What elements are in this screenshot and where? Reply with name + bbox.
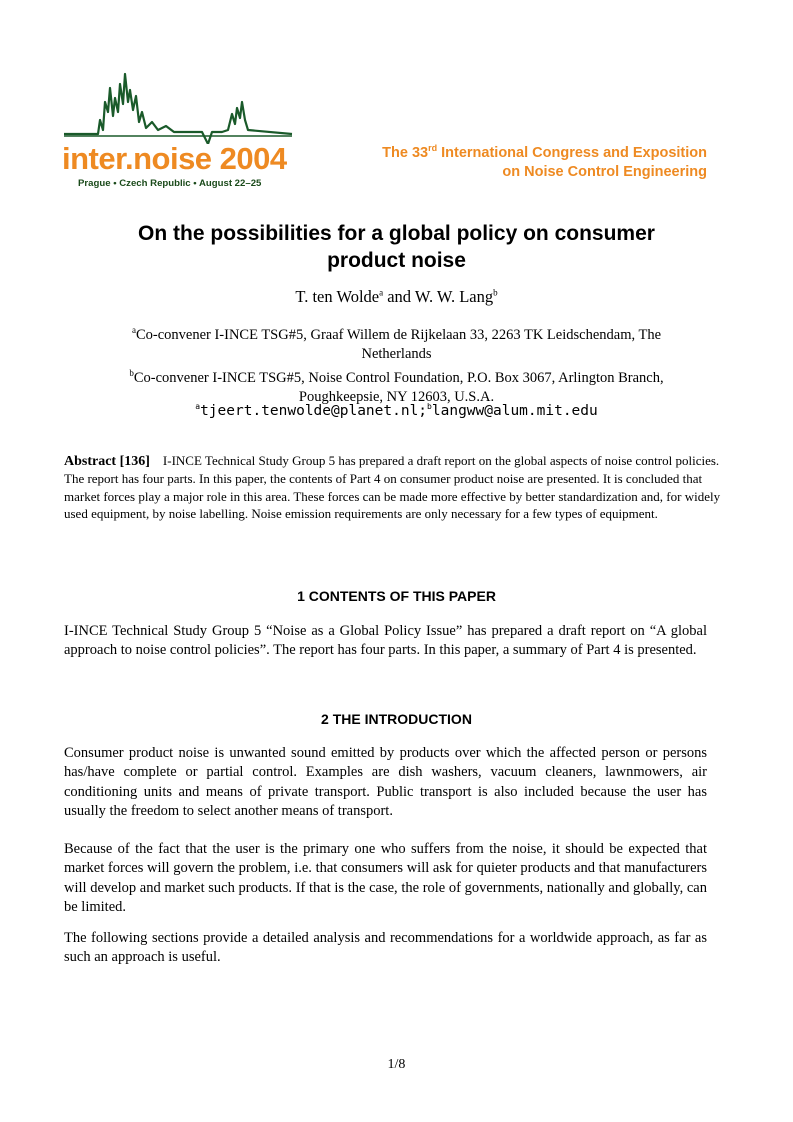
title-line1: On the possibilities for a global policy on consumer (138, 222, 655, 245)
affiliation-a-line2: Netherlands (361, 345, 432, 362)
affiliations (64, 321, 729, 407)
author-emails (64, 402, 729, 419)
congress-line1-post: International Congress and Exposition (437, 144, 707, 161)
email-b-mark: b (427, 402, 432, 411)
email-a-mark: a (195, 402, 201, 411)
author-1: T. ten Wolde (295, 287, 380, 306)
author-joiner: and (383, 287, 415, 306)
author-1-mark: a (379, 287, 384, 298)
section2-paragraph2: Because of the fact that the user is the primary one who suffers from the noise, it should be expected that market forces will govern the problem, i.e. that consumers will ask for quieter products and that manufacturers will develop and market such products. If that is the case, the role of governments, nationally and globally, can be limited. (64, 841, 707, 915)
author-2: W. W. Lang (414, 287, 494, 306)
authors (64, 287, 729, 307)
logo-subtitle: Prague • Czech Republic • August 22–25 (78, 178, 262, 189)
conference-logo (62, 72, 294, 190)
title-line2: product noise (327, 249, 466, 272)
page-number: 1/8 (387, 1057, 406, 1072)
paper-title (64, 220, 729, 274)
affiliation-b-mark: b (129, 367, 134, 378)
congress-line2: on Noise Control Engineering (502, 163, 707, 180)
author-2-mark: b (493, 287, 498, 298)
affiliation-a-line1: Co-convener I-INCE TSG#5, Graaf Willem de Rijkelaan 33, 2263 TK Leidschendam, The (135, 326, 662, 343)
affiliation-b-line2: Poughkeepsie, NY 12603, U.S.A. (298, 388, 495, 405)
section1-paragraph: I-INCE Technical Study Group 5 “Noise as a Global Policy Issue” has prepared a draft report on “A global approach to noise control policies”. The report has four parts. In this paper, a summary of Part 4 is presented. (64, 623, 707, 659)
section2-heading: 2 THE INTRODUCTION (321, 711, 472, 727)
section2-paragraph3: The following sections provide a detailed analysis and recommendations for a worldwide approach, as far as such an approach is useful. (64, 930, 707, 966)
congress-line1-pre: The 33 (382, 144, 429, 161)
abstract (64, 452, 729, 523)
congress-heading (382, 139, 707, 182)
section1-heading: 1 CONTENTS OF THIS PAPER (297, 588, 496, 604)
prague-skyline-icon (62, 72, 294, 144)
email-b[interactable]: langww@alum.mit.edu (431, 402, 598, 419)
section2-paragraph1: Consumer product noise is unwanted sound emitted by products over which the affected person or persons has/have complete or partial control. Examples are dish washers, vacuum cleaners, lawnmowers, air conditioning units and means of private transport. Public transport is also included because the user has usually the freedom to select another means of transport. (64, 745, 707, 819)
congress-ordinal: rd (428, 143, 438, 153)
abstract-label: Abstract [136] (64, 454, 150, 469)
email-a[interactable]: tjeert.tenwolde@planet.nl; (200, 402, 428, 419)
abstract-text: I-INCE Technical Study Group 5 has prepared a draft report on the global aspects of noise control policies. The report has four parts. In this paper, the contents of Part 4 on consumer product noise are presented. It is concluded that market forces play a major role in this area. These forces can be made more effective by better standardization and, for widely used equipment, by noise labelling. Noise emission requirements are only necessary for a few types of equipment. (64, 453, 721, 522)
affiliation-b-line1: Co-convener I-INCE TSG#5, Noise Control Foundation, P.O. Box 3067, Arlington Branch, (133, 369, 664, 386)
logo-wordmark: inter.noise 2004 (62, 141, 287, 176)
affiliation-a-mark: a (131, 325, 136, 335)
